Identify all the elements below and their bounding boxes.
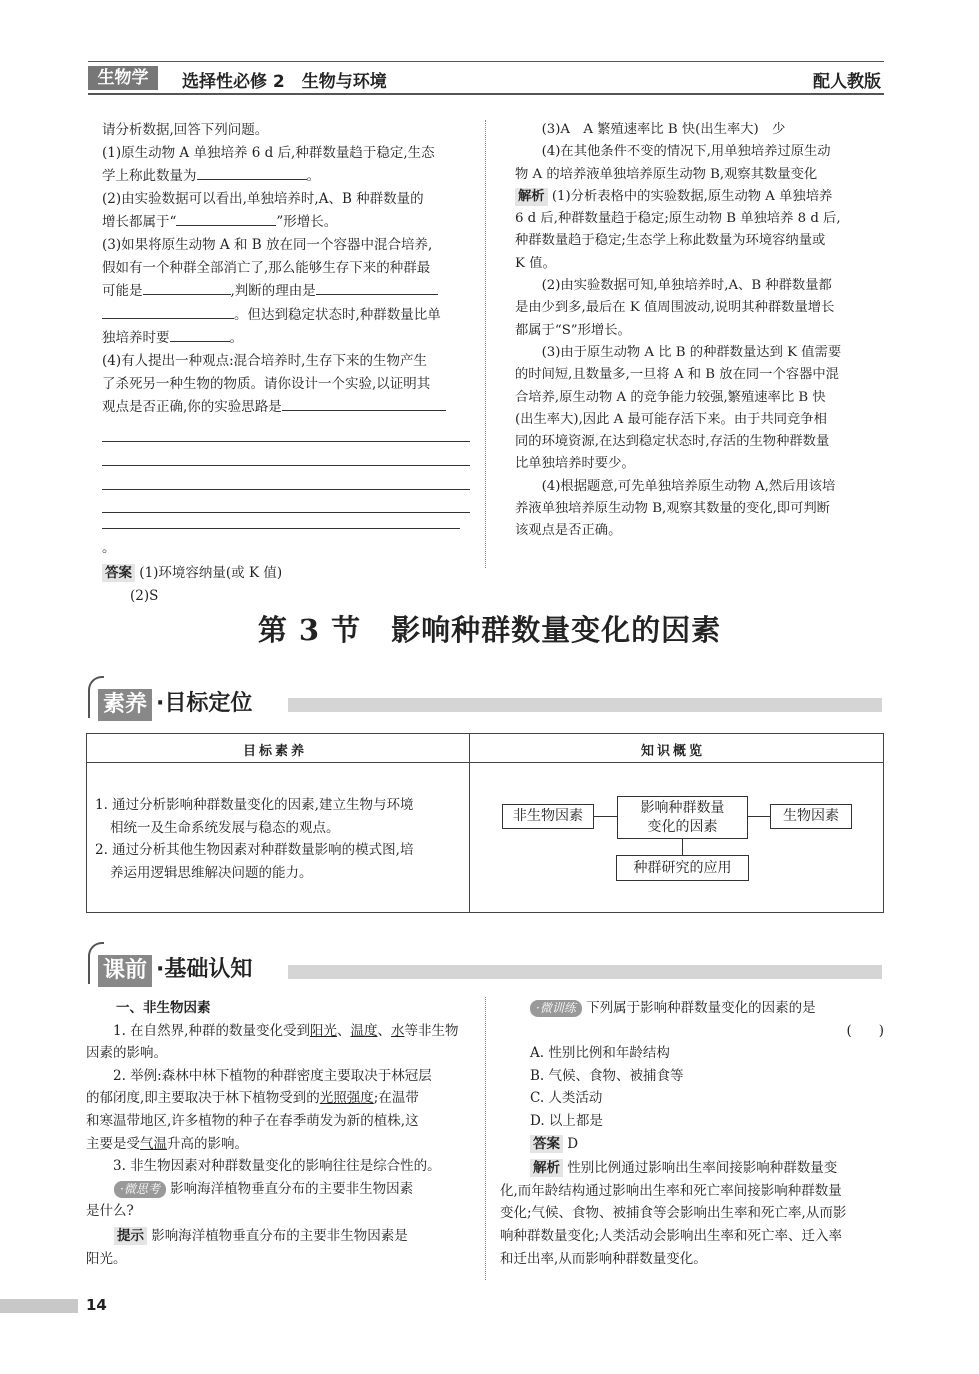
header-bottom-rule	[88, 93, 884, 95]
point2-end: ;在温带	[373, 1090, 419, 1107]
analysis-text: (1)分析表格中的实验数据,原生动物 A 单独培养	[551, 188, 833, 204]
q4-text: 观点是否正确,你的实验思路是	[102, 399, 282, 416]
subject-tag: 生物学	[88, 66, 158, 90]
analysis-line: (3)由于原生动物 A 比 B 的种群数量达到 K 值需要	[541, 344, 842, 360]
q3-line4	[102, 303, 470, 327]
hint-line2: 阳光。	[86, 1250, 127, 1267]
biotic-factor-box: 生物因素	[770, 804, 852, 829]
intro-text: 请分析数据,回答下列问题。	[102, 122, 269, 138]
answer3: (3)A A 繁殖速率比 B 快(出生率大) 少	[541, 122, 786, 137]
option-b[interactable]: B. 气候、食物、被捕食等	[530, 1067, 684, 1084]
separator: 、	[336, 1022, 351, 1039]
q4-last-line	[102, 513, 470, 559]
think-line1	[86, 1178, 472, 1201]
train-tag: ·微训练	[530, 1000, 582, 1017]
column-divider	[485, 120, 486, 568]
banner-tag: 课前	[98, 955, 152, 987]
q4-end: 。	[102, 539, 116, 556]
q1-text: 学上称此数量为	[102, 168, 197, 185]
banner-bar	[288, 965, 882, 979]
answer-blank[interactable]	[170, 326, 230, 342]
banner-title: ·基础认知	[156, 957, 253, 982]
option-d[interactable]: D. 以上都是	[530, 1112, 603, 1129]
center-box-line1: 影响种群数量	[640, 800, 725, 816]
answer-line[interactable]	[102, 466, 470, 490]
analysis-line: 种群数量趋于稳定;生态学上称此数量为环境容纳量或	[515, 233, 826, 249]
q1-line2	[102, 164, 470, 188]
answer-blank[interactable]	[316, 279, 438, 295]
point2-line3: 和寒温带地区,许多植物的种子在春季萌发为新的植株,这	[86, 1112, 419, 1129]
table-header-rule	[86, 762, 884, 763]
goal-item-cont: 相统一及生命系统发展与稳态的观点。	[110, 819, 340, 836]
answer-blank[interactable]	[282, 395, 446, 411]
banner-title: ·目标定位	[156, 691, 253, 716]
answer-blank[interactable]	[143, 279, 231, 295]
table-header-goals: 目标素养	[243, 744, 308, 759]
analysis-line: 和迁出率,从而影响种群数量变化。	[500, 1250, 707, 1267]
section-title: 第 3 节 影响种群数量变化的因素	[257, 613, 722, 647]
connector	[682, 839, 683, 855]
point1-end: 等非生物	[404, 1022, 459, 1039]
answer-line[interactable]	[102, 442, 470, 466]
answer-blank[interactable]	[197, 164, 307, 180]
answer-tag: 答案	[530, 1135, 563, 1153]
point1-text: 1. 在自然界,种群的数量变化受到	[113, 1022, 310, 1039]
goals-list	[95, 794, 465, 884]
analysis-line: (2)由实验数据可知,单独培养时,A、B 种群数量都	[541, 278, 832, 294]
analysis-line: 化,而年龄结构通过影响出生率和死亡率间接影响种群数量	[500, 1182, 842, 1199]
answer-column	[515, 119, 883, 543]
analysis-line: K 值。	[515, 255, 556, 271]
answer-value: D	[567, 1135, 579, 1152]
point2-end2: 升高的影响。	[167, 1135, 248, 1152]
table-header-overview: 知识概览	[641, 744, 706, 759]
point2-text2: 主要是受	[86, 1135, 140, 1152]
analysis-line: 比单独培养时要少。	[515, 456, 635, 472]
point2-line2	[86, 1087, 472, 1110]
abiotic-factor-box: 非生物因素	[502, 804, 594, 829]
q3-line1: (3)如果将原生动物 A 和 B 放在同一个容器中混合培养,	[102, 236, 433, 253]
exercise-section	[500, 997, 884, 1270]
answer4-line2: 物 A 的培养液单独培养原生动物 B,观察其数量变化	[515, 166, 818, 182]
question-text: 下列属于影响种群数量变化的因素的是	[586, 1000, 816, 1016]
think-line2: 是什么?	[86, 1203, 134, 1220]
point2-line4	[86, 1133, 472, 1156]
analysis-line: 响种群数量变化;人类活动会影响出生率和死亡率、迁入率	[500, 1227, 843, 1244]
answer-line[interactable]	[102, 419, 470, 443]
option-c[interactable]: C. 人类活动	[530, 1090, 603, 1107]
analysis-line: 该观点是否正确。	[515, 523, 622, 539]
hint-text: 影响海洋植物垂直分布的主要非生物因素是	[151, 1227, 408, 1244]
page-number-bar	[0, 1299, 78, 1313]
connector	[748, 816, 770, 817]
banner-bar	[288, 698, 882, 712]
point2-text: 的郁闭度,即主要取决于林下植物受到的	[86, 1090, 320, 1107]
analysis-line: 养液单独培养原生动物 B,观察其数量的变化,即可判断	[515, 501, 830, 517]
answer-line1	[102, 562, 470, 585]
q3-line2: 假如有一个种群全部消亡了,那么能够生存下来的种群最	[102, 259, 431, 276]
section-heading: 一、非生物因素	[116, 1000, 211, 1016]
answer4-line1: (4)在其他条件不变的情况下,用单独培养过原生动	[541, 144, 831, 160]
connector	[594, 816, 617, 817]
keyword: 气温	[140, 1135, 167, 1152]
answer-line2: (2)S	[130, 587, 159, 604]
header-top-rule	[88, 61, 884, 62]
analysis-line: 6 d 后,种群数量趋于稳定;原生动物 B 单独培养 8 d 后,	[515, 211, 841, 227]
answer-blank[interactable]	[176, 210, 276, 226]
separator: 、	[377, 1022, 391, 1039]
q4-line3	[102, 395, 470, 419]
q3-line3	[102, 279, 470, 303]
application-box: 种群研究的应用	[616, 855, 749, 881]
q1-end: 。	[306, 168, 320, 185]
analysis-line: 合培养,原生动物 A 的竞争能力较强,繁殖速率比 B 快	[515, 389, 826, 405]
answer-text: (1)环境容纳量(或 K 值)	[139, 565, 283, 582]
goal-item: 1. 通过分析影响种群数量变化的因素,建立生物与环境	[95, 797, 414, 813]
q3-text3: 独培养时要	[102, 330, 170, 347]
point3: 3. 非生物因素对种群数量变化的影响往往是综合性的。	[113, 1158, 441, 1175]
point1-line1	[86, 1020, 472, 1043]
analysis-line: 都属于“S”形增长。	[515, 322, 631, 338]
point1-line2: 因素的影响。	[86, 1045, 167, 1062]
q4-line1: (4)有人提出一种观点:混合培养时,生存下来的生物产生	[102, 352, 427, 369]
think-text: 影响海洋植物垂直分布的主要非生物因素	[170, 1180, 414, 1197]
page-number: 14	[86, 1296, 107, 1314]
abiotic-section	[86, 997, 472, 1270]
analysis-line: 的时间短,且数量多,一旦将 A 和 B 放在同一个容器中混	[515, 367, 839, 383]
q3-text2: 。但达到稳定状态时,种群数量比单	[234, 306, 441, 323]
table-column-rule	[469, 733, 470, 913]
q2-line1: (2)由实验数据可以看出,单独培养时,A、B 种群数量的	[102, 190, 424, 207]
q3-text: 可能是	[102, 283, 143, 300]
q3-end: 。	[229, 330, 243, 347]
q4-line2: 了杀死另一种生物的物质。请你设计一个实验,以证明其	[102, 375, 431, 392]
analysis-text: 性别比例通过影响出生率间接影响种群数量变	[567, 1160, 838, 1177]
q2-end: ”形增长。	[276, 214, 338, 231]
keyword: 温度	[350, 1022, 378, 1039]
q3-reason: ,判断的理由是	[230, 283, 316, 300]
q3-line5	[102, 326, 470, 350]
analysis-line: 同的环境资源,在达到稳定状态时,存活的生物种群数量	[515, 434, 830, 450]
answer-paren: ( )	[846, 1022, 884, 1039]
center-box-line2: 变化的因素	[647, 819, 718, 835]
keyword: 水	[390, 1022, 405, 1039]
banner-tag: 素养	[98, 689, 152, 721]
answer-tag: 答案	[102, 564, 135, 582]
point2-line1: 2. 举例:森林中林下植物的种群密度主要取决于林冠层	[113, 1067, 432, 1084]
edition-label: 配人教版	[813, 72, 881, 92]
q2-line2	[102, 210, 470, 234]
analysis-line1	[500, 1157, 884, 1180]
answer-blank[interactable]	[102, 303, 234, 319]
answer-blank[interactable]	[102, 513, 460, 529]
analysis-line: (4)根据题意,可先单独培养原生动物 A,然后用该培	[541, 478, 836, 494]
keyword: 光照强度	[319, 1090, 374, 1107]
analysis-tag: 解析	[530, 1159, 563, 1177]
book-title: 选择性必修 2 生物与环境	[182, 72, 387, 92]
hint-line1	[86, 1225, 472, 1248]
hint-tag: 提示	[114, 1227, 147, 1245]
answer-line	[500, 1133, 884, 1156]
q2-text: 增长都属于“	[102, 214, 177, 231]
center-box	[617, 796, 748, 839]
analysis-line: 是由少到多,最后在 K 值周围波动,说明其种群数量增长	[515, 300, 835, 316]
goal-item-cont: 养运用逻辑思维解决问题的能力。	[110, 864, 313, 881]
question-line	[500, 997, 884, 1020]
question-column	[102, 119, 470, 607]
analysis-line1	[515, 186, 883, 208]
column-divider	[485, 997, 486, 1280]
analysis-line: 变化;气候、食物、被捕食等会影响出生率和死亡率,从而影	[500, 1205, 847, 1222]
answer-line[interactable]	[102, 490, 470, 514]
think-tag: ·微思考	[114, 1181, 166, 1198]
option-a[interactable]: A. 性别比例和年龄结构	[530, 1045, 670, 1062]
keyword: 阳光	[309, 1022, 337, 1039]
analysis-tag: 解析	[515, 188, 548, 206]
q1-line1: (1)原生动物 A 单独培养 6 d 后,种群数量趋于稳定,生态	[102, 144, 435, 161]
goal-item: 2. 通过分析其他生物因素对种群数量影响的模式图,培	[95, 842, 414, 858]
analysis-line: (出生率大),因此 A 最可能存活下来。由于共同竞争相	[515, 411, 827, 427]
